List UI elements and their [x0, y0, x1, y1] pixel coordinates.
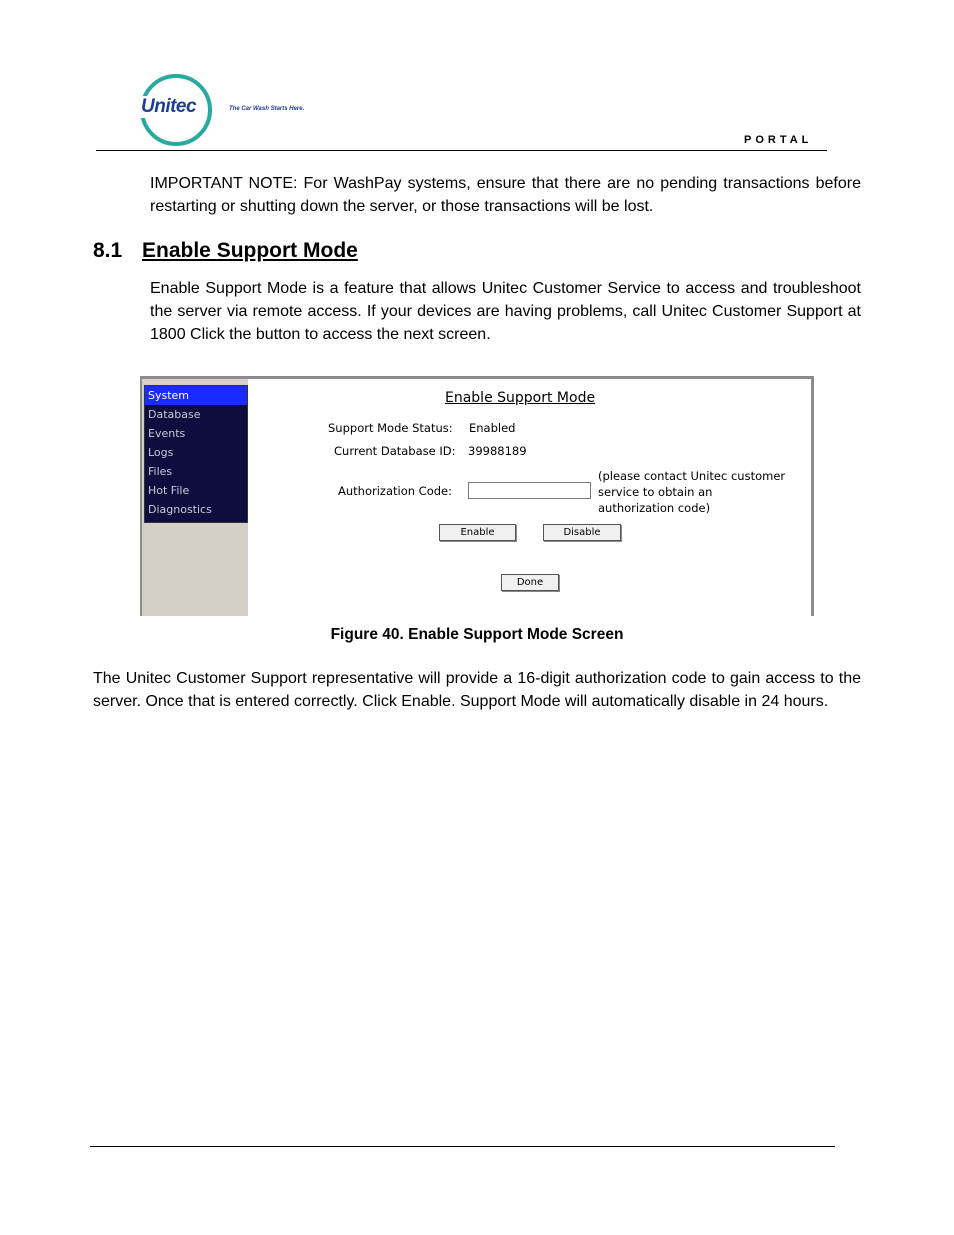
nav-menu [144, 385, 248, 523]
unitec-logo [138, 72, 338, 152]
menu-item-logs[interactable]: Logs [148, 446, 174, 459]
status-value: Enabled [469, 421, 516, 435]
auth-code-input[interactable] [468, 482, 591, 499]
sidebar-divider [248, 379, 249, 616]
auth-code-label: Authorization Code: [338, 484, 452, 498]
done-button[interactable]: Done [501, 574, 559, 591]
menu-item-diagnostics[interactable]: Diagnostics [148, 503, 212, 516]
header-rule [96, 150, 827, 151]
menu-item-system[interactable]: System [145, 386, 247, 405]
status-label: Support Mode Status: [328, 421, 453, 435]
section-label: PORTAL [744, 134, 813, 146]
menu-item-files[interactable]: Files [148, 465, 173, 478]
logo-wordmark: Unitec [141, 96, 197, 117]
auth-note-line: (please contact Unitec customer [598, 469, 786, 483]
auth-note-line: authorization code) [598, 501, 711, 515]
menu-item-hot-file[interactable]: Hot File [148, 484, 190, 497]
section-body: Enable Support Mode is a feature that allows Unitec Customer Service to access and troubleshoot the server via remote access. If your devices are having problems, call Unitec Customer Support at 1800 Click the button to access the next screen. [150, 280, 861, 343]
screen-title: Enable Support Mode [445, 390, 596, 406]
figure-caption: Figure 40. Enable Support Mode Screen [330, 626, 624, 643]
enable-button[interactable]: Enable [439, 524, 516, 541]
section-title: Enable Support Mode [142, 239, 358, 262]
footer-rule [90, 1146, 835, 1147]
menu-item-database[interactable]: Database [148, 408, 201, 421]
support-mode-screenshot [140, 376, 814, 616]
disable-button[interactable]: Disable [543, 524, 621, 541]
db-id-value: 39988189 [468, 444, 527, 458]
logo-tagline: The Car Wash Starts Here. [229, 106, 305, 112]
db-id-label: Current Database ID: [334, 444, 456, 458]
menu-item-events[interactable]: Events [148, 427, 186, 440]
section-heading [93, 239, 358, 263]
closing-paragraph: The Unitec Customer Support representative will provide a 16-digit authorization code to gain access to the server. Once that is entered correctly. Click Enable. Support Mode will automatically disable in 24 hours. [93, 670, 861, 710]
important-note: IMPORTANT NOTE: For WashPay systems, ensure that there are no pending transactions before restarting or shutting down the server, or those transactions will be lost. [150, 175, 861, 215]
section-number: 8.1 [93, 239, 123, 262]
auth-code-note [598, 468, 785, 516]
frame-right [811, 376, 814, 616]
auth-note-line: service to obtain an [598, 485, 713, 499]
